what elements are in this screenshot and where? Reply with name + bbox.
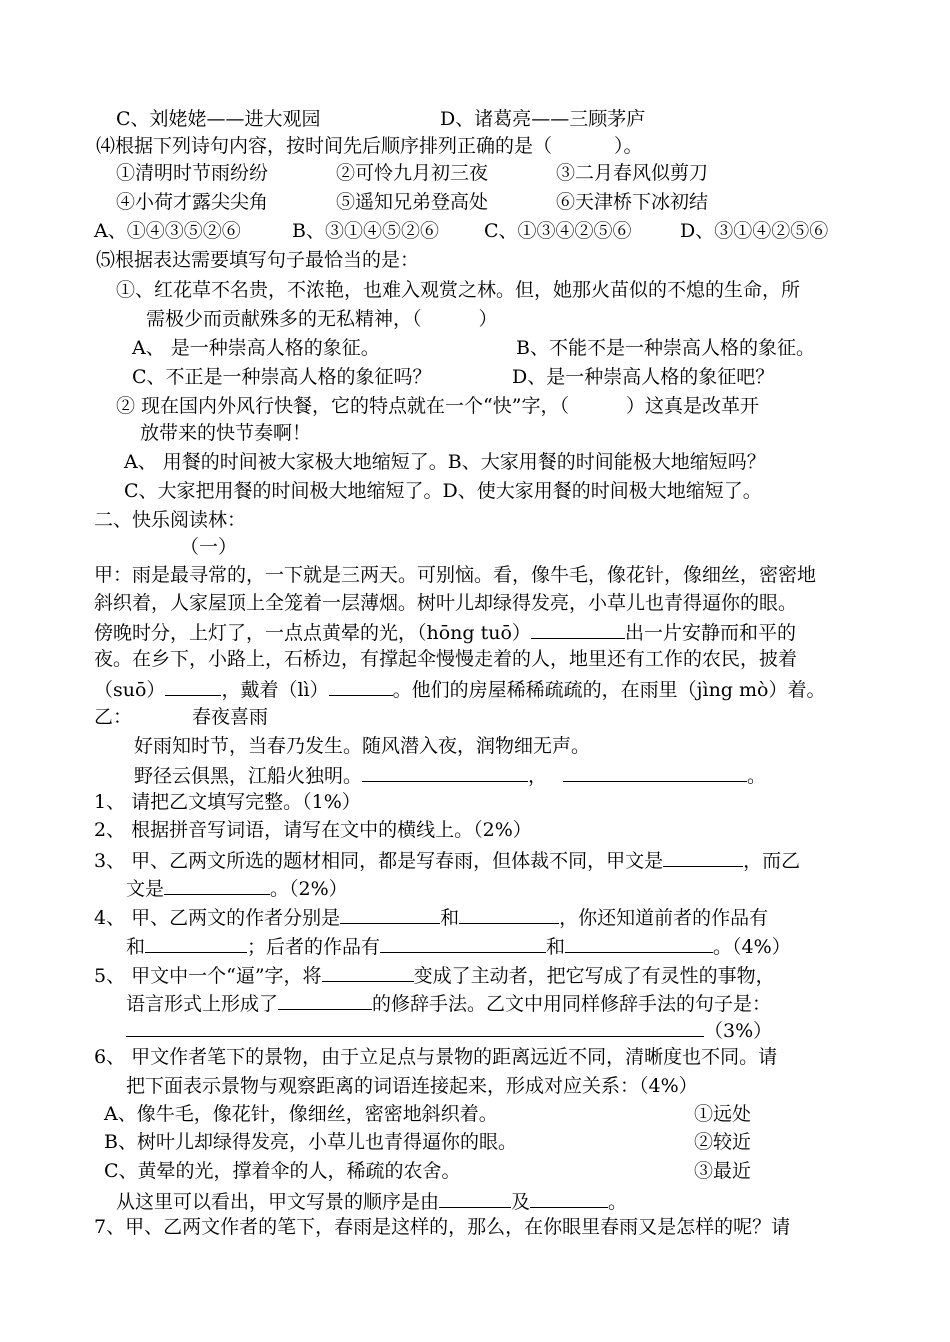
answer-blank[interactable]	[563, 761, 747, 782]
answer-blank[interactable]	[322, 961, 414, 982]
q4-poem-4: ④小荷才露尖尖角	[116, 191, 269, 213]
passage-a-line3: 傍晚时分，上灯了，一点点黄晕的光，（hōng tuō） 出一片安静而和平的	[94, 618, 796, 646]
question-5-line1: 5、 甲文中一个“逼”字，将 变成了主动者，把它写成了有灵性的事物，	[94, 961, 775, 989]
passage-a-line1: 甲：雨是最寻常的，一下就是三两天。可别恼。看，像牛毛，像花针，像细丝，密密地	[94, 564, 817, 586]
answer-blank[interactable]	[165, 675, 221, 696]
q5-2-line1: ② 现在国内外风行快餐，它的特点就在一个“快”字，（ ）这真是改革开	[116, 395, 759, 417]
answer-blank[interactable]	[126, 1016, 704, 1037]
question-4-line1: 4、 甲、乙两文的作者分别是 和 ，你还知道前者的作品有	[94, 903, 768, 931]
passage-b-line1: 好雨知时节，当春乃发生。随风潜入夜，润物细无声。	[134, 735, 591, 757]
q3-option-d: D、诸葛亮——三顾茅庐	[440, 108, 646, 130]
q4-stem: ⑷根据下列诗句内容，按时间先后顺序排列正确的是（ ）。	[96, 132, 643, 159]
answer-blank[interactable]	[565, 932, 713, 953]
passage-b-line2: 野径云俱黑，江船火独明。 ， 。	[134, 761, 766, 789]
q5-1-line1: ①、红花草不名贵，不浓艳，也难入观赏之林。但，她那火苗似的不熄的生命，所	[116, 279, 801, 301]
answer-blank[interactable]	[552, 132, 614, 152]
q4-option-b: B、③①④⑤②⑥	[292, 220, 439, 242]
passage-a-line4: 夜。在乡下，小路上，石桥边，有撑起伞慢慢走着的人，地里还有工作的农民，披着	[94, 648, 798, 670]
question-1: 1、 请把乙文填写完整。（1%）	[94, 791, 361, 813]
section-2-title: 二、快乐阅读林：	[94, 509, 247, 531]
answer-blank[interactable]	[439, 1187, 511, 1208]
q5-2-line2: 放带来的快节奏啊！	[140, 422, 312, 444]
answer-blank[interactable]	[380, 932, 546, 953]
answer-blank[interactable]	[663, 846, 743, 867]
question-6-distance-1: ①远处	[694, 1103, 752, 1125]
question-3-line1: 3、 甲、乙两文所选的题材相同，都是写春雨，但体裁不同，甲文是 ，而乙	[94, 846, 800, 874]
answer-blank[interactable]	[531, 618, 625, 639]
question-5-line3: （3%）	[126, 1016, 772, 1044]
answer-blank[interactable]	[329, 675, 393, 696]
answer-blank[interactable]	[362, 761, 528, 782]
question-6-item-c: C、黄晕的光，撑着伞的人，稀疏的农舍。	[104, 1160, 461, 1182]
q5-2-options-cd: C、大家把用餐的时间极大地缩短了。D、使大家用餐的时间极大地缩短了。	[124, 480, 762, 502]
q4-option-d: D、③①④②⑤⑥	[680, 220, 829, 242]
q5-2-options-ab: A、 用餐的时间被大家极大地缩短了。B、大家用餐的时间能极大地缩短吗？	[124, 451, 766, 473]
answer-blank[interactable]	[459, 903, 559, 924]
q4-option-c: C、①③④②⑤⑥	[484, 220, 632, 242]
question-2: 2、 根据拼音写词语，请写在文中的横线上。（2%）	[94, 819, 532, 841]
q5-1-line2: 需极少而贡献殊多的无私精神，（ ）	[146, 308, 498, 330]
q5-1-option-c: C、不正是一种崇高人格的象征吗？	[132, 366, 432, 388]
passage-1-label: （一）	[180, 536, 238, 558]
question-6-distance-3: ③最近	[694, 1160, 752, 1182]
question-7: 7、甲、乙两文作者的笔下，春雨是这样的，那么，在你眼里春雨又是怎样的呢？请	[94, 1216, 791, 1238]
q4-option-a: A、①④③⑤②⑥	[94, 220, 241, 242]
question-6-item-b: B、树叶儿却绿得发亮，小草儿也青得逼你的眼。	[104, 1131, 517, 1153]
question-6-conclusion: 从这里可以看出，甲文写景的顺序是由 及 。	[116, 1187, 627, 1215]
q5-1-option-d: D、是一种崇高人格的象征吧？	[512, 366, 775, 388]
question-6-line2: 把下面表示景物与观察距离的词语连接起来，形成对应关系：（4%）	[126, 1075, 698, 1097]
question-6-distance-2: ②较近	[694, 1131, 752, 1153]
q3-option-c: C、刘姥姥——进大观园	[116, 108, 321, 130]
answer-blank[interactable]	[340, 903, 440, 924]
q5-1-option-b: B、不能不是一种崇高人格的象征。	[516, 337, 815, 359]
question-4-line2: 和 ；后者的作品有 和 。（4%）	[126, 932, 791, 960]
q5-stem: ⑸根据表达需要填写句子最恰当的是：	[96, 249, 420, 271]
q4-poem-5: ⑤遥知兄弟登高处	[336, 191, 489, 213]
question-6-item-a: A、像牛毛，像花针，像细丝，密密地斜织着。	[104, 1103, 498, 1125]
q4-poem-2: ②可怜九月初三夜	[336, 162, 489, 184]
q4-poem-1: ①清明时节雨纷纷	[116, 162, 269, 184]
q4-poem-6: ⑥天津桥下冰初结	[556, 191, 709, 213]
q5-1-option-a: A、 是一种崇高人格的象征。	[132, 337, 380, 359]
passage-b-title: 春夜喜雨	[192, 706, 269, 728]
question-6-line1: 6、 甲文作者笔下的景物，由于立足点与景物的距离远近不同，清晰度也不同。请	[94, 1046, 778, 1068]
passage-a-line5: （suō） ，戴着（lì） 。他们的房屋稀稀疏疏的，在雨里（jìng mò）着。	[94, 675, 825, 703]
question-3-line2: 文是 。（2%）	[126, 874, 348, 902]
question-5-line2: 语言形式上形成了 的修辞手法。乙文中用同样修辞手法的句子是：	[126, 989, 771, 1017]
answer-blank[interactable]	[145, 932, 247, 953]
passage-b-label: 乙：	[94, 706, 133, 728]
answer-blank[interactable]	[164, 874, 270, 895]
answer-blank[interactable]	[530, 1187, 608, 1208]
q4-poem-3: ③二月春风似剪刀	[556, 162, 709, 184]
answer-blank[interactable]	[278, 989, 372, 1010]
passage-a-line2: 斜织着，人家屋顶上全笼着一层薄烟。树叶儿却绿得发亮，小草儿也青得逼你的眼。	[94, 592, 798, 614]
